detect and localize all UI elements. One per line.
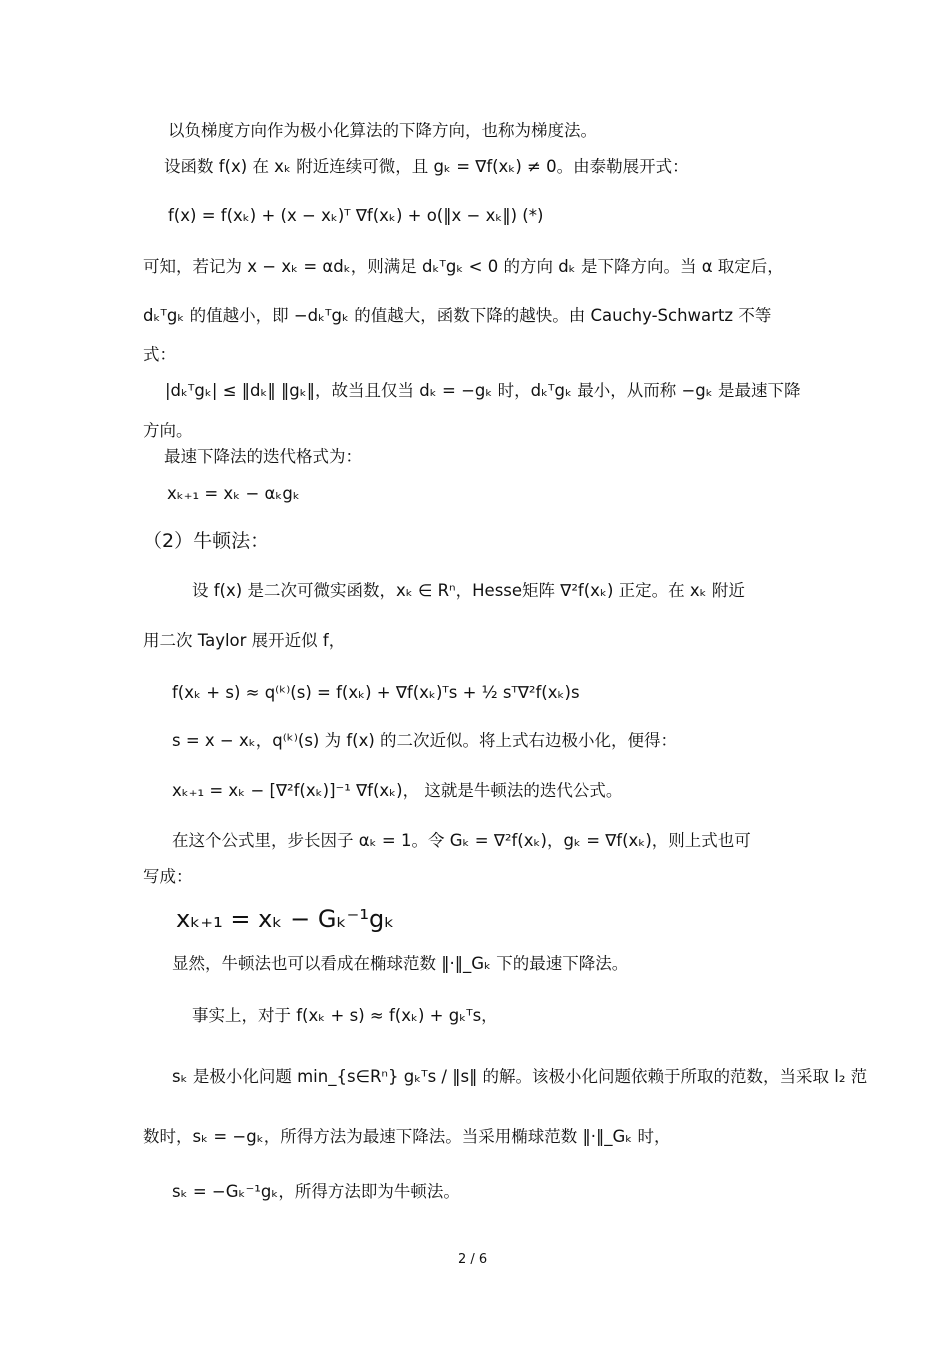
- text-line: 在这个公式里，步长因子 αₖ = 1。令 Gₖ = ∇²f(xₖ)，gₖ = ∇f(xₖ)，则上式也可: [172, 831, 751, 850]
- text-line: 方向。: [143, 421, 193, 440]
- page-number: 2 / 6: [458, 1252, 488, 1267]
- text-line: 显然，牛顿法也可以看成在椭球范数 ‖·‖_Gₖ 下的最速下降法。: [172, 954, 629, 973]
- text-line: 事实上，对于 f(xₖ + s) ≈ f(xₖ) + gₖᵀs，: [192, 1006, 498, 1025]
- text-line: 可知，若记为 x − xₖ = αdₖ，则满足 dₖᵀgₖ < 0 的方向 dₖ 是下降方向。当 α 取定后，: [143, 257, 784, 276]
- formula-line: xₖ₊₁ = xₖ − αₖgₖ: [167, 484, 300, 503]
- formula-line: xₖ₊₁ = xₖ − Gₖ⁻¹gₖ: [176, 905, 395, 933]
- text-line: dₖᵀgₖ 的值越小，即 −dₖᵀgₖ 的值越大，函数下降的越快。由 Cauchy-Schwartz 不等: [143, 306, 772, 325]
- formula-line: f(xₖ + s) ≈ q⁽ᵏ⁾(s) = f(xₖ) + ∇f(xₖ)ᵀs + ½ sᵀ∇²f(xₖ)s: [172, 683, 580, 702]
- text-line: 式：: [143, 345, 176, 364]
- text-line: sₖ 是极小化问题 min_{s∈Rⁿ} gₖᵀs / ‖s‖ 的解。该极小化问题依赖于所取的范数，当采取 l₂ 范: [172, 1067, 868, 1086]
- text-line: 用二次 Taylor 展开近似 f，: [143, 631, 346, 650]
- text-line: 数时，sₖ = −gₖ，所得方法为最速下降法。当采用椭球范数 ‖·‖_Gₖ 时，: [143, 1127, 671, 1146]
- text-line: 设 f(x) 是二次可微实函数，xₖ ∈ Rⁿ，Hesse矩阵 ∇²f(xₖ) 正定。在 xₖ 附近: [192, 581, 745, 600]
- text-line: 设函数 f(x) 在 xₖ 附近连续可微，且 gₖ = ∇f(xₖ) ≠ 0。由泰勒展开式：: [164, 157, 689, 176]
- formula-line: f(x) = f(xₖ) + (x − xₖ)ᵀ ∇f(xₖ) + o(‖x − xₖ‖) (*): [168, 206, 544, 225]
- section-heading: （2）牛顿法：: [143, 530, 270, 552]
- text-line: 以负梯度方向作为极小化算法的下降方向，也称为梯度法。: [168, 121, 597, 140]
- text-line: 最速下降法的迭代格式为：: [164, 447, 362, 466]
- text-line: sₖ = −Gₖ⁻¹gₖ，所得方法即为牛顿法。: [172, 1182, 460, 1201]
- text-line: |dₖᵀgₖ| ≤ ‖dₖ‖ ‖gₖ‖，故当且仅当 dₖ = −gₖ 时，dₖᵀgₖ 最小，从而称 −gₖ 是最速下降: [165, 381, 801, 400]
- text-line: 写成：: [143, 867, 193, 886]
- text-line: s = x − xₖ，q⁽ᵏ⁾(s) 为 f(x) 的二次近似。将上式右边极小化，便得：: [172, 731, 678, 750]
- formula-line: xₖ₊₁ = xₖ − [∇²f(xₖ)]⁻¹ ∇f(xₖ)， 这就是牛顿法的迭代公式。: [172, 781, 623, 800]
